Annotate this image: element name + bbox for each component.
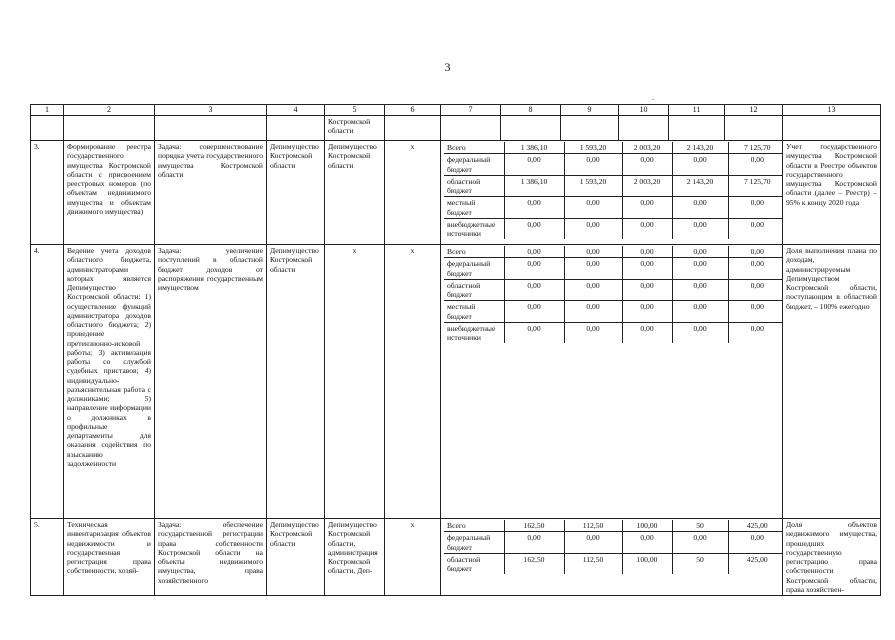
amount-cell: 1 386,10 [504, 142, 564, 154]
event-name: Ведение учета доходов областного бюджета, администраторами которых является Депимущество Костромской области: 1) осуществление функций администратора доходов областного бюджета; 2) проведение претензионно-исковой работы; 3) активизация работы со службой судебных приставов; 4) индивидуально-разъяснительная работа с должниками; 5) направление информации о должниках в профильные департаменты для оказания содействия по взысканию задолженности [64, 245, 155, 519]
period-mark: x [385, 141, 441, 245]
finance-line [444, 258, 783, 280]
amount-cell: 0,00 [728, 246, 783, 258]
event-name: Формирование реестра государственного имущества Костромской области с присвоением реестровых номеров (по объектам недвижимого имущества и объектам движимого имущества) [64, 141, 155, 245]
column-number: 8 [501, 105, 561, 116]
amount-cell: 0,00 [504, 322, 564, 343]
page-number: 3 [444, 60, 451, 74]
task-text: Задача: увеличение поступлений в областной бюджет доходов от распоряжения государственным имуществом [155, 245, 267, 519]
amount-cell: 0,00 [672, 532, 728, 554]
amount-cell: 0,00 [564, 197, 622, 219]
funding-source: местный бюджет [444, 301, 504, 323]
program-table [30, 104, 881, 596]
amount-cell: 0,00 [672, 154, 728, 176]
amount-cell: 0,00 [672, 218, 728, 239]
expected-result: Учет государственного имущества Костромской области в Реестре объектов государственного имущества Костромской области (далее – Реестр) – 95% к концу 2020 года [783, 141, 881, 245]
amount-cell: 100,00 [622, 520, 672, 532]
finance-line [444, 301, 783, 323]
amount-cell: 7 125,70 [728, 175, 783, 197]
finance-table [444, 520, 783, 574]
amount-cell: 100,00 [622, 553, 672, 574]
funding-source: Всего [444, 142, 504, 154]
amount-cell: 0,00 [750, 323, 764, 333]
amount-cell: 0,00 [728, 154, 783, 176]
amount-cell: 0,00 [728, 301, 783, 323]
column-number: 9 [561, 105, 619, 116]
amount-cell: 1 593,20 [564, 175, 622, 197]
amount-cell: 0,00 [728, 532, 783, 554]
finance-line [444, 322, 783, 343]
amount-cell: 0,00 [504, 258, 564, 280]
amount-cell: 0,00 [672, 322, 728, 343]
task-text: Задача: обеспечение государственной регистрации права собственности Костромской области на объекты недвижимого имущества, права хозяйственного [155, 519, 267, 596]
amount-cell: 1 386,10 [504, 175, 564, 197]
amount-cell: 425,00 [746, 554, 768, 564]
amount-cell: 0,00 [504, 532, 564, 554]
amount-cell: 0,00 [564, 279, 622, 301]
funding-source: местный бюджет [444, 197, 504, 219]
continuation-executor: Костромской области [325, 116, 385, 141]
funding-source: федеральный бюджет [444, 532, 504, 554]
expected-result: Доля объектов недвижимого имущества, прошедших государственную регистрацию права собственности Костромской области, права хозяйствен- [783, 519, 881, 596]
event-name: Техническая инвентаризация объектов недвижимости и государственная регистрация права собственности, хозяй- [64, 519, 155, 596]
funding-source: внебюджетные источники [444, 218, 504, 239]
amount-cell: 0,00 [622, 154, 672, 176]
finance-line [444, 279, 783, 301]
funding-source: областной бюджет [444, 175, 504, 197]
amount-cell: 0,00 [622, 532, 672, 554]
row-number: 5. [31, 519, 64, 596]
funding-source: Всего [444, 520, 504, 532]
finance-block [441, 245, 783, 519]
column-number: 7 [441, 105, 501, 116]
amount-cell: 162,50 [504, 520, 564, 532]
finance-line [444, 553, 783, 574]
amount-cell: 0,00 [672, 246, 728, 258]
amount-cell: 0,00 [564, 154, 622, 176]
amount-cell: 2 003,20 [622, 142, 672, 154]
amount-cell: 0,00 [672, 279, 728, 301]
amount-cell: 7 125,70 [728, 142, 783, 154]
funding-source: Всего [444, 246, 504, 258]
amount-cell: 2 003,20 [622, 175, 672, 197]
amount-cell: 50 [672, 520, 728, 532]
period-mark: x [385, 519, 441, 596]
row-number: 3. [31, 141, 64, 245]
funding-source: федеральный бюджет [444, 258, 504, 280]
coordinator: Депимущество Костромской области [267, 519, 325, 596]
amount-cell: 0,00 [504, 246, 564, 258]
amount-cell: 0,00 [728, 197, 783, 219]
amount-cell: 0,00 [564, 322, 622, 343]
amount-cell: 0,00 [750, 219, 764, 229]
amount-cell: 0,00 [672, 197, 728, 219]
amount-cell: 0,00 [504, 301, 564, 323]
table-row [31, 519, 881, 596]
column-number: 12 [725, 105, 783, 116]
amount-cell: 0,00 [672, 258, 728, 280]
amount-cell: 0,00 [504, 218, 564, 239]
amount-cell: 0,00 [622, 218, 672, 239]
executor: Депимущество Костромской области [325, 141, 385, 245]
finance-block [441, 141, 783, 245]
funding-source: федеральный бюджет [444, 154, 504, 176]
amount-cell: 0,00 [728, 258, 783, 280]
amount-cell: 2 143,20 [672, 142, 728, 154]
column-number: 1 [31, 105, 64, 116]
amount-cell: 0,00 [564, 258, 622, 280]
amount-cell: 2 143,20 [672, 175, 728, 197]
coordinator: Депимущество Костромской области [267, 245, 325, 519]
column-number: 3 [155, 105, 267, 116]
column-number-row [31, 105, 881, 116]
executor: Депимущество Костромской области, администрация Костромской области, Деп- [325, 519, 385, 596]
funding-source: областной бюджет [444, 553, 504, 574]
period-mark: x [385, 245, 441, 519]
funding-source: внебюджетные источники [444, 322, 504, 343]
table-row [31, 245, 881, 519]
continuation-row [31, 116, 881, 141]
amount-cell: 425,00 [728, 520, 783, 532]
amount-cell: 0,00 [622, 197, 672, 219]
column-number: 10 [619, 105, 669, 116]
finance-line [444, 520, 783, 532]
finance-line [444, 532, 783, 554]
column-number: 4 [267, 105, 325, 116]
amount-cell: 0,00 [622, 301, 672, 323]
finance-line [444, 142, 783, 154]
amount-cell: 50 [672, 553, 728, 574]
column-number: 11 [669, 105, 725, 116]
amount-cell: 0,00 [504, 154, 564, 176]
amount-cell: 0,00 [564, 246, 622, 258]
stray-mark: . [652, 92, 655, 102]
finance-line [444, 197, 783, 219]
expected-result: Доля выполнения плана по доходам, администрируемым Депимуществом Костромской области, поступающим в областной бюджет, – 100% ежегодно [783, 245, 881, 519]
amount-cell: 0,00 [672, 301, 728, 323]
finance-table [444, 142, 783, 239]
finance-table [444, 246, 783, 343]
amount-cell: 0,00 [728, 279, 783, 301]
amount-cell: 112,50 [564, 553, 622, 574]
column-number: 13 [783, 105, 881, 116]
funding-source: областной бюджет [444, 279, 504, 301]
amount-cell: 0,00 [564, 218, 622, 239]
finance-line [444, 218, 783, 239]
finance-block [441, 519, 783, 596]
amount-cell: 0,00 [504, 279, 564, 301]
finance-line [444, 246, 783, 258]
coordinator: Депимущество Костромской области [267, 141, 325, 245]
row-number: 4. [31, 245, 64, 519]
amount-cell: 0,00 [564, 301, 622, 323]
table-row [31, 141, 881, 245]
amount-cell: 112,50 [564, 520, 622, 532]
task-text: Задача: совершенствование порядка учета государственного имущества Костромской области [155, 141, 267, 245]
amount-cell: 0,00 [622, 246, 672, 258]
amount-cell: 0,00 [622, 322, 672, 343]
amount-cell: 0,00 [622, 279, 672, 301]
amount-cell: 0,00 [564, 532, 622, 554]
amount-cell: 0,00 [622, 258, 672, 280]
column-number: 2 [64, 105, 155, 116]
amount-cell: 1 593,20 [564, 142, 622, 154]
amount-cell: 0,00 [504, 197, 564, 219]
amount-cell: 162,50 [504, 553, 564, 574]
executor: x [325, 245, 385, 519]
column-number: 6 [385, 105, 441, 116]
column-number: 5 [325, 105, 385, 116]
finance-line [444, 175, 783, 197]
finance-line [444, 154, 783, 176]
